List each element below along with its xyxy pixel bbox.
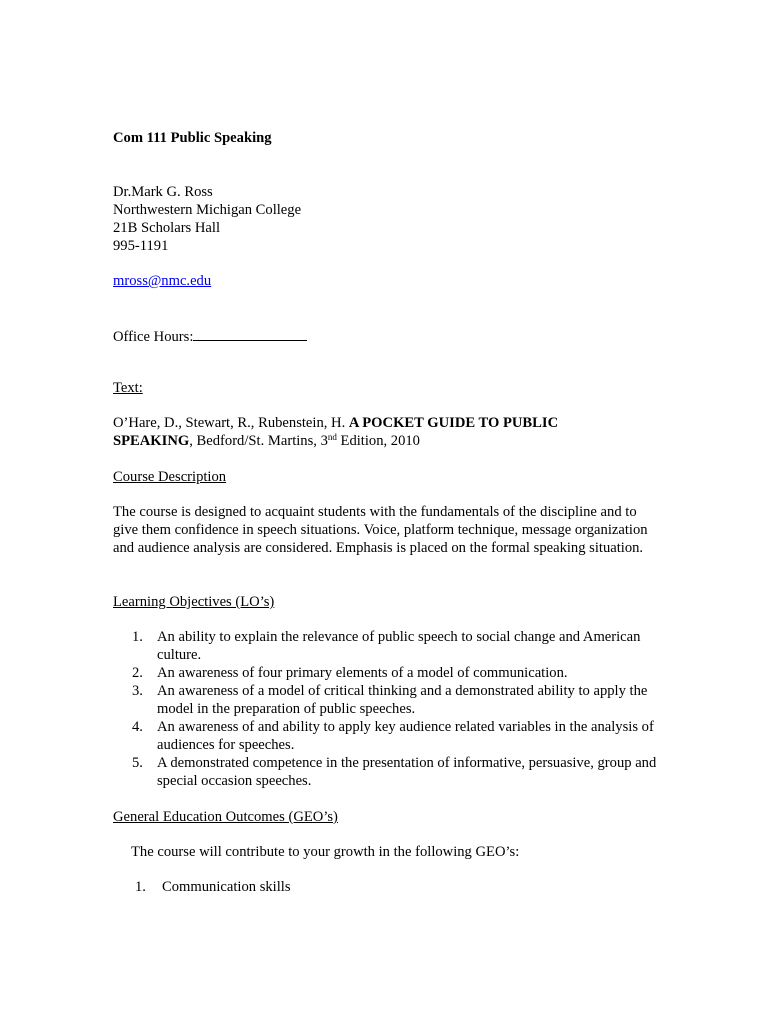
course-description-body: The course is designed to acquaint students with the fundamentals of the discipline and to give them confidence in speech situations. Voice, platform technique, message organization and audience analysis are considered. Emphasis is placed on the formal speaking situation.: [113, 504, 648, 556]
list-item: [113, 682, 658, 718]
geo-list: [135, 878, 291, 896]
office-hours-label: Office Hours:: [113, 329, 194, 345]
textbook-edition: Edition, 2010: [336, 433, 420, 449]
list-item: [113, 718, 658, 754]
office-hours-blank-line: [193, 326, 307, 341]
list-item-number: 2.: [132, 665, 143, 681]
learning-objectives-list: [113, 628, 658, 790]
list-item: [113, 628, 658, 664]
textbook-reference: [113, 414, 613, 450]
text-heading: Text:: [113, 380, 143, 396]
list-item-text: An ability to explain the relevance of public speech to social change and American culture.: [157, 629, 641, 663]
list-item: [113, 664, 658, 682]
learning-objectives-heading: Learning Objectives (LO’s): [113, 594, 275, 610]
list-item-text: An awareness of four primary elements of a model of communication.: [157, 665, 568, 681]
textbook-title: A POCKET GUIDE TO PUBLIC SPEAKING: [113, 415, 559, 449]
list-item: [135, 878, 291, 896]
textbook-publisher: , Bedford/St. Martins, 3: [189, 433, 328, 449]
geo-intro: The course will contribute to your growth in the following GEO’s:: [131, 844, 520, 860]
list-item-text: A demonstrated competence in the presentation of informative, persuasive, group and special occasion speeches.: [157, 755, 657, 789]
course-description-heading: Course Description: [113, 469, 227, 485]
email-link[interactable]: mross@nmc.edu: [113, 273, 212, 289]
list-item-number: 1.: [135, 879, 146, 895]
instructor-name: Dr.Mark G. Ross: [113, 184, 213, 200]
list-item-number: 5.: [132, 755, 143, 771]
college-name: Northwestern Michigan College: [113, 202, 302, 218]
geo-heading: General Education Outcomes (GEO’s): [113, 809, 338, 825]
textbook-authors: O’Hare, D., Stewart, R., Rubenstein, H.: [113, 415, 349, 431]
phone-number: 995-1191: [113, 238, 169, 254]
list-item-text: An awareness of a model of critical thinking and a demonstrated ability to apply the model in the preparation of public speeches.: [157, 683, 648, 717]
edition-superscript: nd: [327, 432, 337, 442]
office-hours: [113, 326, 307, 346]
list-item-number: 1.: [132, 629, 143, 645]
list-item-number: 4.: [132, 719, 143, 735]
list-item-number: 3.: [132, 683, 143, 699]
instructor-contact: [113, 183, 301, 255]
list-item: [113, 754, 658, 790]
course-title: Com 111 Public Speaking: [113, 130, 272, 146]
office-location: 21B Scholars Hall: [113, 220, 221, 236]
list-item-text: Communication skills: [162, 879, 291, 895]
list-item-text: An awareness of and ability to apply key audience related variables in the analysis of audiences for speeches.: [157, 719, 654, 753]
